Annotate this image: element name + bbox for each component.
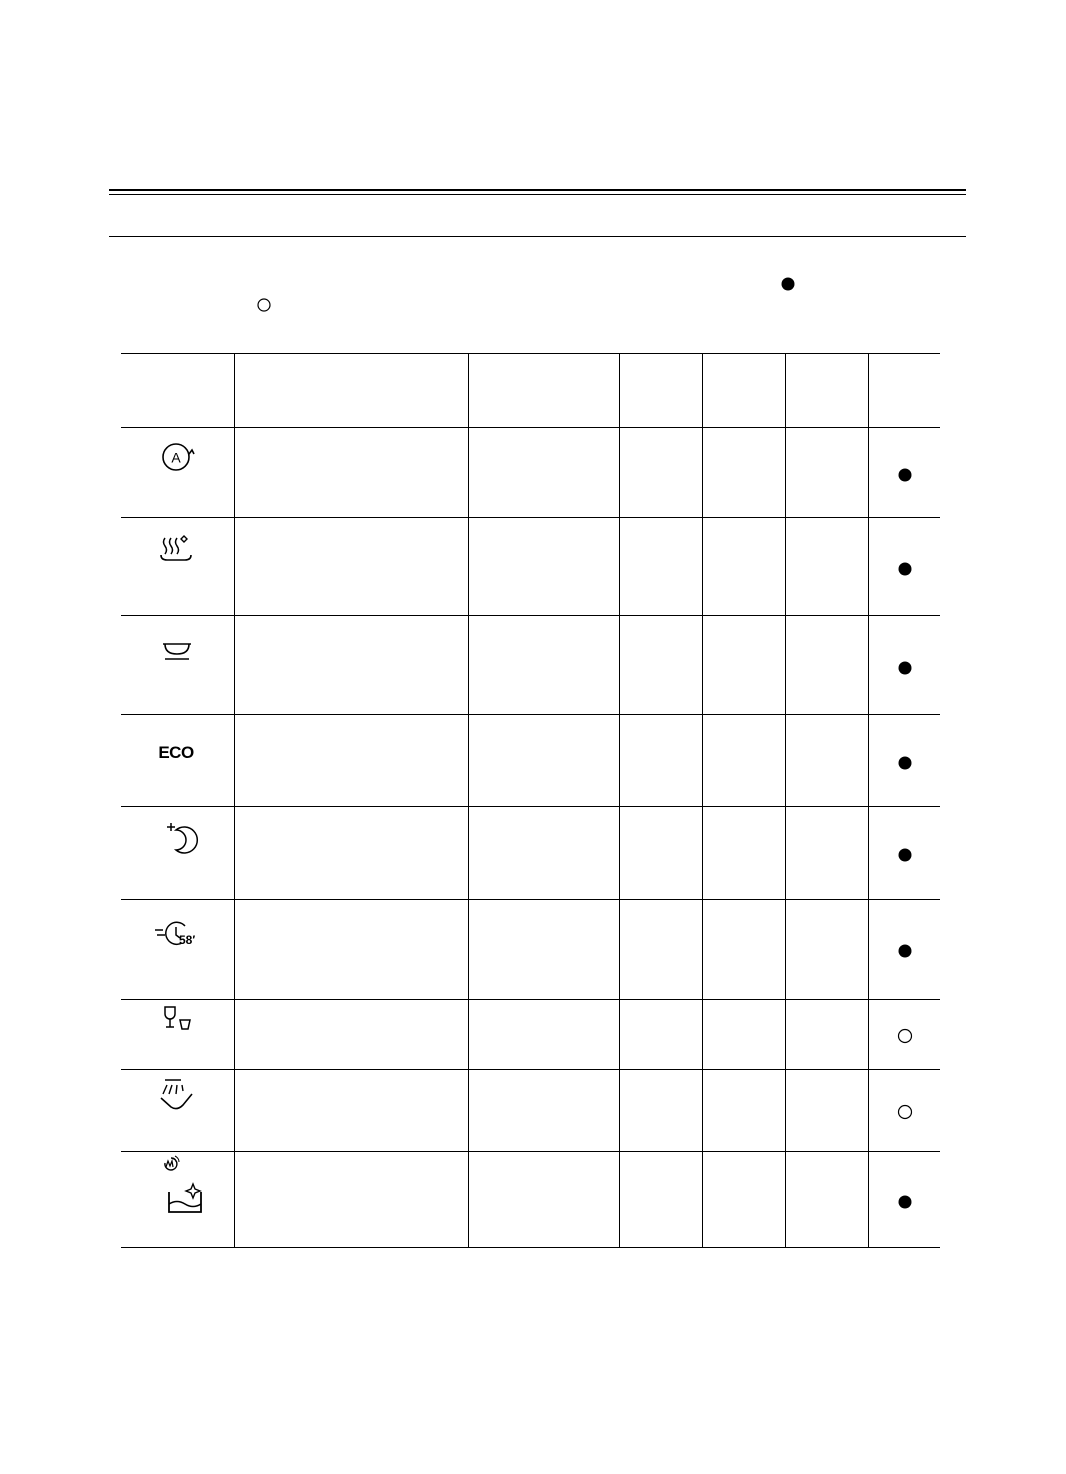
table-row: [121, 715, 940, 807]
header-cell: [702, 354, 785, 428]
table-cell: [468, 616, 619, 715]
table-cell: [785, 428, 868, 518]
table-cell: [702, 1000, 785, 1070]
table-cell: [234, 1152, 468, 1248]
table-row: [121, 616, 940, 715]
program-icon-cell: [121, 1152, 234, 1248]
header-cell: [785, 354, 868, 428]
table-cell: [234, 900, 468, 1000]
table-cell: [702, 715, 785, 807]
marker-cell: [868, 1000, 940, 1070]
program-icon-cell: [121, 715, 234, 807]
header-cell: [121, 354, 234, 428]
table-cell: [702, 518, 785, 616]
table-cell: [785, 900, 868, 1000]
table-cell: [702, 428, 785, 518]
table-cell: [234, 428, 468, 518]
table-cell: [468, 900, 619, 1000]
table-cell: [619, 1000, 702, 1070]
program-icon-cell: [121, 1000, 234, 1070]
table-row: [121, 807, 940, 900]
table-header-row: [121, 354, 940, 428]
table-row: [121, 518, 940, 616]
table-cell: [468, 1000, 619, 1070]
filled-circle-icon: [869, 900, 941, 1000]
svg-text:A: A: [171, 449, 181, 466]
filled-circle-icon: [869, 616, 941, 715]
filled-circle-icon: [869, 518, 941, 616]
table-row: [121, 1152, 940, 1248]
marker-cell: [868, 1152, 940, 1248]
table-cell: [619, 616, 702, 715]
table-cell: [468, 428, 619, 518]
filled-circle-icon: [869, 807, 941, 900]
filled-circle-icon: [869, 428, 941, 518]
empty-circle-icon: [869, 1000, 941, 1070]
self-clean-program-icon: [121, 1152, 234, 1248]
table-cell: [234, 1000, 468, 1070]
header-cell: [468, 354, 619, 428]
marker-cell: [868, 616, 940, 715]
program-icon-cell: [121, 1070, 234, 1152]
table-cell: [785, 616, 868, 715]
eco-program-icon: ECO: [158, 743, 194, 762]
table-cell: [785, 1000, 868, 1070]
table-cell: [619, 900, 702, 1000]
program-icon-cell: [121, 616, 234, 715]
universal-program-icon: [121, 616, 234, 715]
glass-program-icon: [121, 1000, 234, 1070]
table-cell: [702, 900, 785, 1000]
table-cell: [785, 1070, 868, 1152]
program-icon-cell: [121, 518, 234, 616]
table-cell: [785, 715, 868, 807]
table-cell: [619, 1070, 702, 1152]
table-cell: [234, 807, 468, 900]
empty-circle-icon: [869, 1070, 941, 1152]
legend-empty-circle-icon: [256, 297, 272, 313]
table-row: [121, 428, 940, 518]
table-cell: [702, 616, 785, 715]
table-cell: [234, 1070, 468, 1152]
table-cell: [702, 1070, 785, 1152]
table-cell: [468, 1070, 619, 1152]
table-row: [121, 1070, 940, 1152]
legend-filled-circle-icon: [780, 276, 796, 292]
table-cell: [234, 518, 468, 616]
header-double-rule: [109, 189, 966, 195]
marker-cell: [868, 807, 940, 900]
header-cell: [868, 354, 940, 428]
table-cell: [619, 428, 702, 518]
table-cell: [468, 807, 619, 900]
table-row: [121, 1000, 940, 1070]
program-table: [121, 353, 940, 1248]
rinse-program-icon: [121, 1070, 234, 1152]
table-cell: [619, 715, 702, 807]
program-icon-cell: [121, 900, 234, 1000]
program-icon-cell: [121, 428, 234, 518]
table-cell: [468, 715, 619, 807]
marker-cell: [868, 1070, 940, 1152]
night-program-icon: [121, 807, 234, 900]
table-row: [121, 900, 940, 1000]
table-cell: [702, 807, 785, 900]
table-cell: [468, 518, 619, 616]
table-cell: [785, 1152, 868, 1248]
table-cell: [234, 616, 468, 715]
header-cell: [234, 354, 468, 428]
marker-cell: [868, 518, 940, 616]
table-cell: [619, 1152, 702, 1248]
table-cell: [785, 807, 868, 900]
filled-circle-icon: [869, 1152, 941, 1248]
marker-cell: [868, 900, 940, 1000]
marker-cell: [868, 715, 940, 807]
table-cell: [234, 715, 468, 807]
quick-58-program-icon: [121, 900, 234, 1000]
header-single-rule: [109, 236, 966, 237]
intensive-program-icon: [121, 518, 234, 616]
auto-program-icon: [121, 428, 234, 518]
filled-circle-icon: [869, 715, 941, 807]
program-icon-cell: [121, 807, 234, 900]
table-cell: [619, 807, 702, 900]
svg-text:58′: 58′: [179, 933, 196, 947]
table-cell: [468, 1152, 619, 1248]
header-cell: [619, 354, 702, 428]
table-cell: [702, 1152, 785, 1248]
marker-cell: [868, 428, 940, 518]
table-cell: [619, 518, 702, 616]
table-cell: [785, 518, 868, 616]
